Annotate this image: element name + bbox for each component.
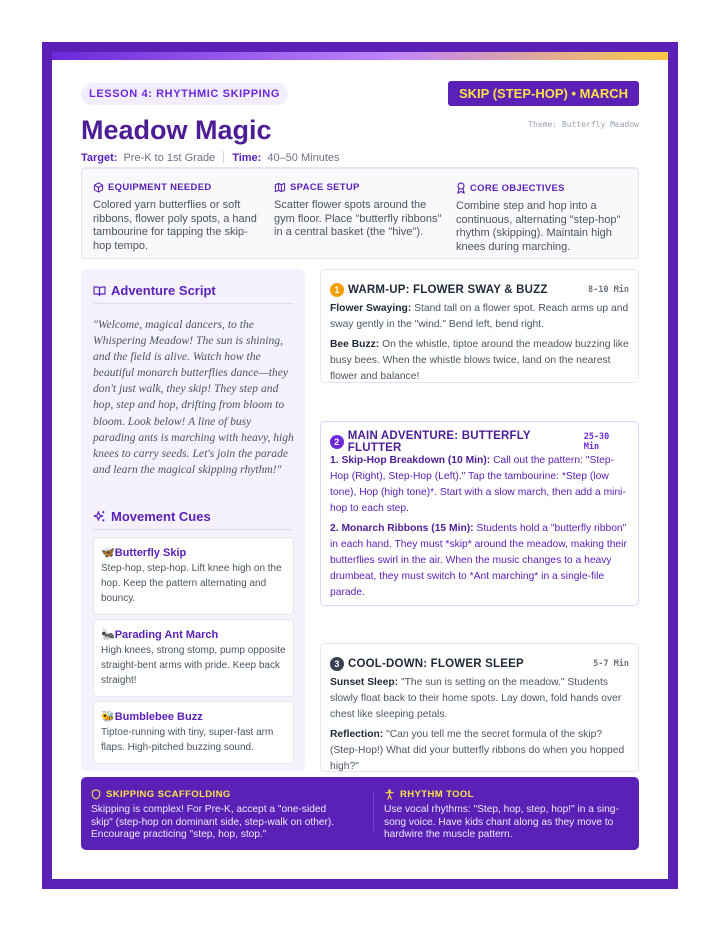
warmup-card: [320, 269, 639, 383]
rhythm-title: RHYTHM TOOL: [400, 789, 474, 800]
book-icon: [93, 285, 106, 297]
objectives-title: CORE OBJECTIVES: [470, 182, 565, 194]
meta-divider: [223, 151, 224, 163]
sparkles-icon: [93, 510, 106, 523]
main-adventure-card: [320, 421, 639, 606]
adventure-script-heading: Adventure Script: [93, 283, 293, 304]
ant-icon: 🐜: [101, 629, 115, 641]
cooldown-item: Sunset Sleep: "The sun is setting on the meadow." Students slowly float back to their home spots. Lay down, fold hands over chest like sleeping petals.: [330, 677, 622, 720]
cue-text: High knees, strong stomp, pump opposite straight-bent arms with pride. Keep back straight!: [101, 645, 286, 686]
objectives-section: [456, 182, 626, 254]
award-icon: [456, 182, 466, 194]
main-adventure-item: 2. Monarch Ribbons (15 Min): Students hold a "butterfly ribbon" in each hand. They must *skip* around the meadow, making their butterflies swirl in the air. When the music changes to a heavy drumbeat, they must switch to *Ant marching* in a single-file parade.: [330, 523, 627, 598]
space-section: [274, 182, 444, 240]
cue-title: Parading Ant March: [114, 629, 219, 641]
lesson-meta: [81, 151, 340, 164]
skill-badge: SKIP (STEP-HOP) • MARCH: [448, 81, 639, 106]
target-label: Target:: [81, 152, 118, 164]
accessibility-icon: [384, 789, 395, 800]
shield-icon: [91, 789, 101, 800]
warmup-title: WARM-UP: FLOWER SWAY & BUZZ: [348, 283, 548, 296]
main-adventure-duration: 25-30 Min: [583, 431, 610, 452]
cue-card-bee: [93, 701, 294, 764]
info-panel: [81, 167, 639, 259]
lesson-label: LESSON 4: RHYTHMIC SKIPPING: [81, 83, 288, 105]
scaffolding-tip: [91, 789, 341, 842]
space-title: SPACE SETUP: [290, 182, 360, 193]
cooldown-duration: 5-7 Min: [593, 658, 629, 669]
equipment-section: [93, 182, 263, 253]
time-label: Time:: [232, 152, 262, 164]
objectives-text: Combine step and hop into a continuous, alternating "step-hop" rhythm (skipping). Maintain high knees during marching.: [456, 200, 621, 253]
cue-title: Butterfly Skip: [114, 547, 187, 559]
bee-icon: 🐝: [101, 711, 115, 723]
scaffolding-title: SKIPPING SCAFFOLDING: [106, 789, 231, 800]
theme-label: Theme: Butterfly Meadow: [528, 120, 639, 129]
time-value: 40–50 Minutes: [267, 152, 340, 164]
cooldown-card: [320, 643, 639, 772]
cue-title: Bumblebee Buzz: [114, 711, 203, 723]
cue-text: Step-hop, step-hop. Lift knee high on the hop. Keep the pattern alternating and bouncy.: [101, 563, 282, 604]
warmup-item: Bee Buzz: On the whistle, tiptoe around the meadow buzzing like busy bees. When the whistle blows twice, land on the nearest flower and balance!: [330, 339, 629, 382]
tips-footer: [81, 777, 639, 850]
step-number-badge: 2: [330, 435, 344, 449]
gradient-bar: [52, 52, 668, 60]
step-number-badge: 1: [330, 283, 344, 297]
adventure-script-text: "Welcome, magical dancers, to the Whispering Meadow! The sun is shining, and the field is alive. Watch how the beautiful monarch butterflies dance—they don't just walk, they skip! They step and hop, step and hop, drifting from bloom to bloom. Look below! A line of busy parading ants is marching with heavy, high knees to carry seeds. Let's join the parade and learn the magical skipping rhythm!": [93, 318, 294, 476]
target-value: Pre-K to 1st Grade: [123, 152, 216, 164]
cooldown-item: Reflection: "Can you tell me the secret formula of the skip? (Step-Hop!) What did your butterfly ribbons do when you hopped high?": [330, 729, 625, 772]
scaffolding-text: Skipping is complex! For Pre-K, accept a "one-sided skip" (step-hop on dominant side, step-walk on other). Encourage practicing "step, hop, stop.": [91, 804, 335, 840]
page-title: Meadow Magic: [81, 115, 272, 145]
rhythm-text: Use vocal rhythms: "Step, hop, step, hop!" in a sing-song voice. Have kids chant along as they move to hardwire the muscle pattern.: [384, 804, 619, 840]
box-icon: [93, 182, 104, 193]
cue-card-butterfly: [93, 537, 294, 615]
space-text: Scatter flower spots around the gym floor. Place "butterfly ribbons" in a central basket (the "hive").: [274, 199, 442, 238]
page-frame: [42, 42, 678, 889]
equipment-title: EQUIPMENT NEEDED: [108, 182, 212, 193]
footer-divider: [373, 791, 374, 831]
sidebar: [81, 269, 305, 771]
main-adventure-item: 1. Skip-Hop Breakdown (10 Min): Call out the pattern: "Step-Hop (Right), Step-Hop (Left)." Tap the tambourine: *Step (low tone), Hop (high tone)*. Start with a slow march, then add a mini-hop to each step.: [330, 455, 626, 514]
main-adventure-title: MAIN ADVENTURE: BUTTERFLY FLUTTER: [347, 429, 531, 454]
cue-card-ant: [93, 619, 294, 697]
cue-text: Tiptoe-running with tiny, super-fast arm flaps. High-pitched buzzing sound.: [101, 727, 274, 753]
lesson-page: [52, 52, 668, 879]
movement-cues-heading: Movement Cues: [93, 509, 293, 530]
step-number-badge: 3: [330, 657, 344, 671]
map-icon: [274, 182, 286, 193]
cooldown-title: COOL-DOWN: FLOWER SLEEP: [348, 657, 524, 670]
equipment-text: Colored yarn butterflies or soft ribbons, flower poly spots, a hand tambourine for tapping the skip-hop tempo.: [93, 199, 257, 252]
warmup-item: Flower Swaying: Stand tall on a flower spot. Reach arms up and sway gently in the "wind." Bend left, bend right.: [330, 303, 629, 330]
rhythm-tip: [384, 789, 634, 842]
warmup-duration: 8-10 Min: [588, 284, 629, 295]
butterfly-icon: 🦋: [101, 547, 115, 559]
